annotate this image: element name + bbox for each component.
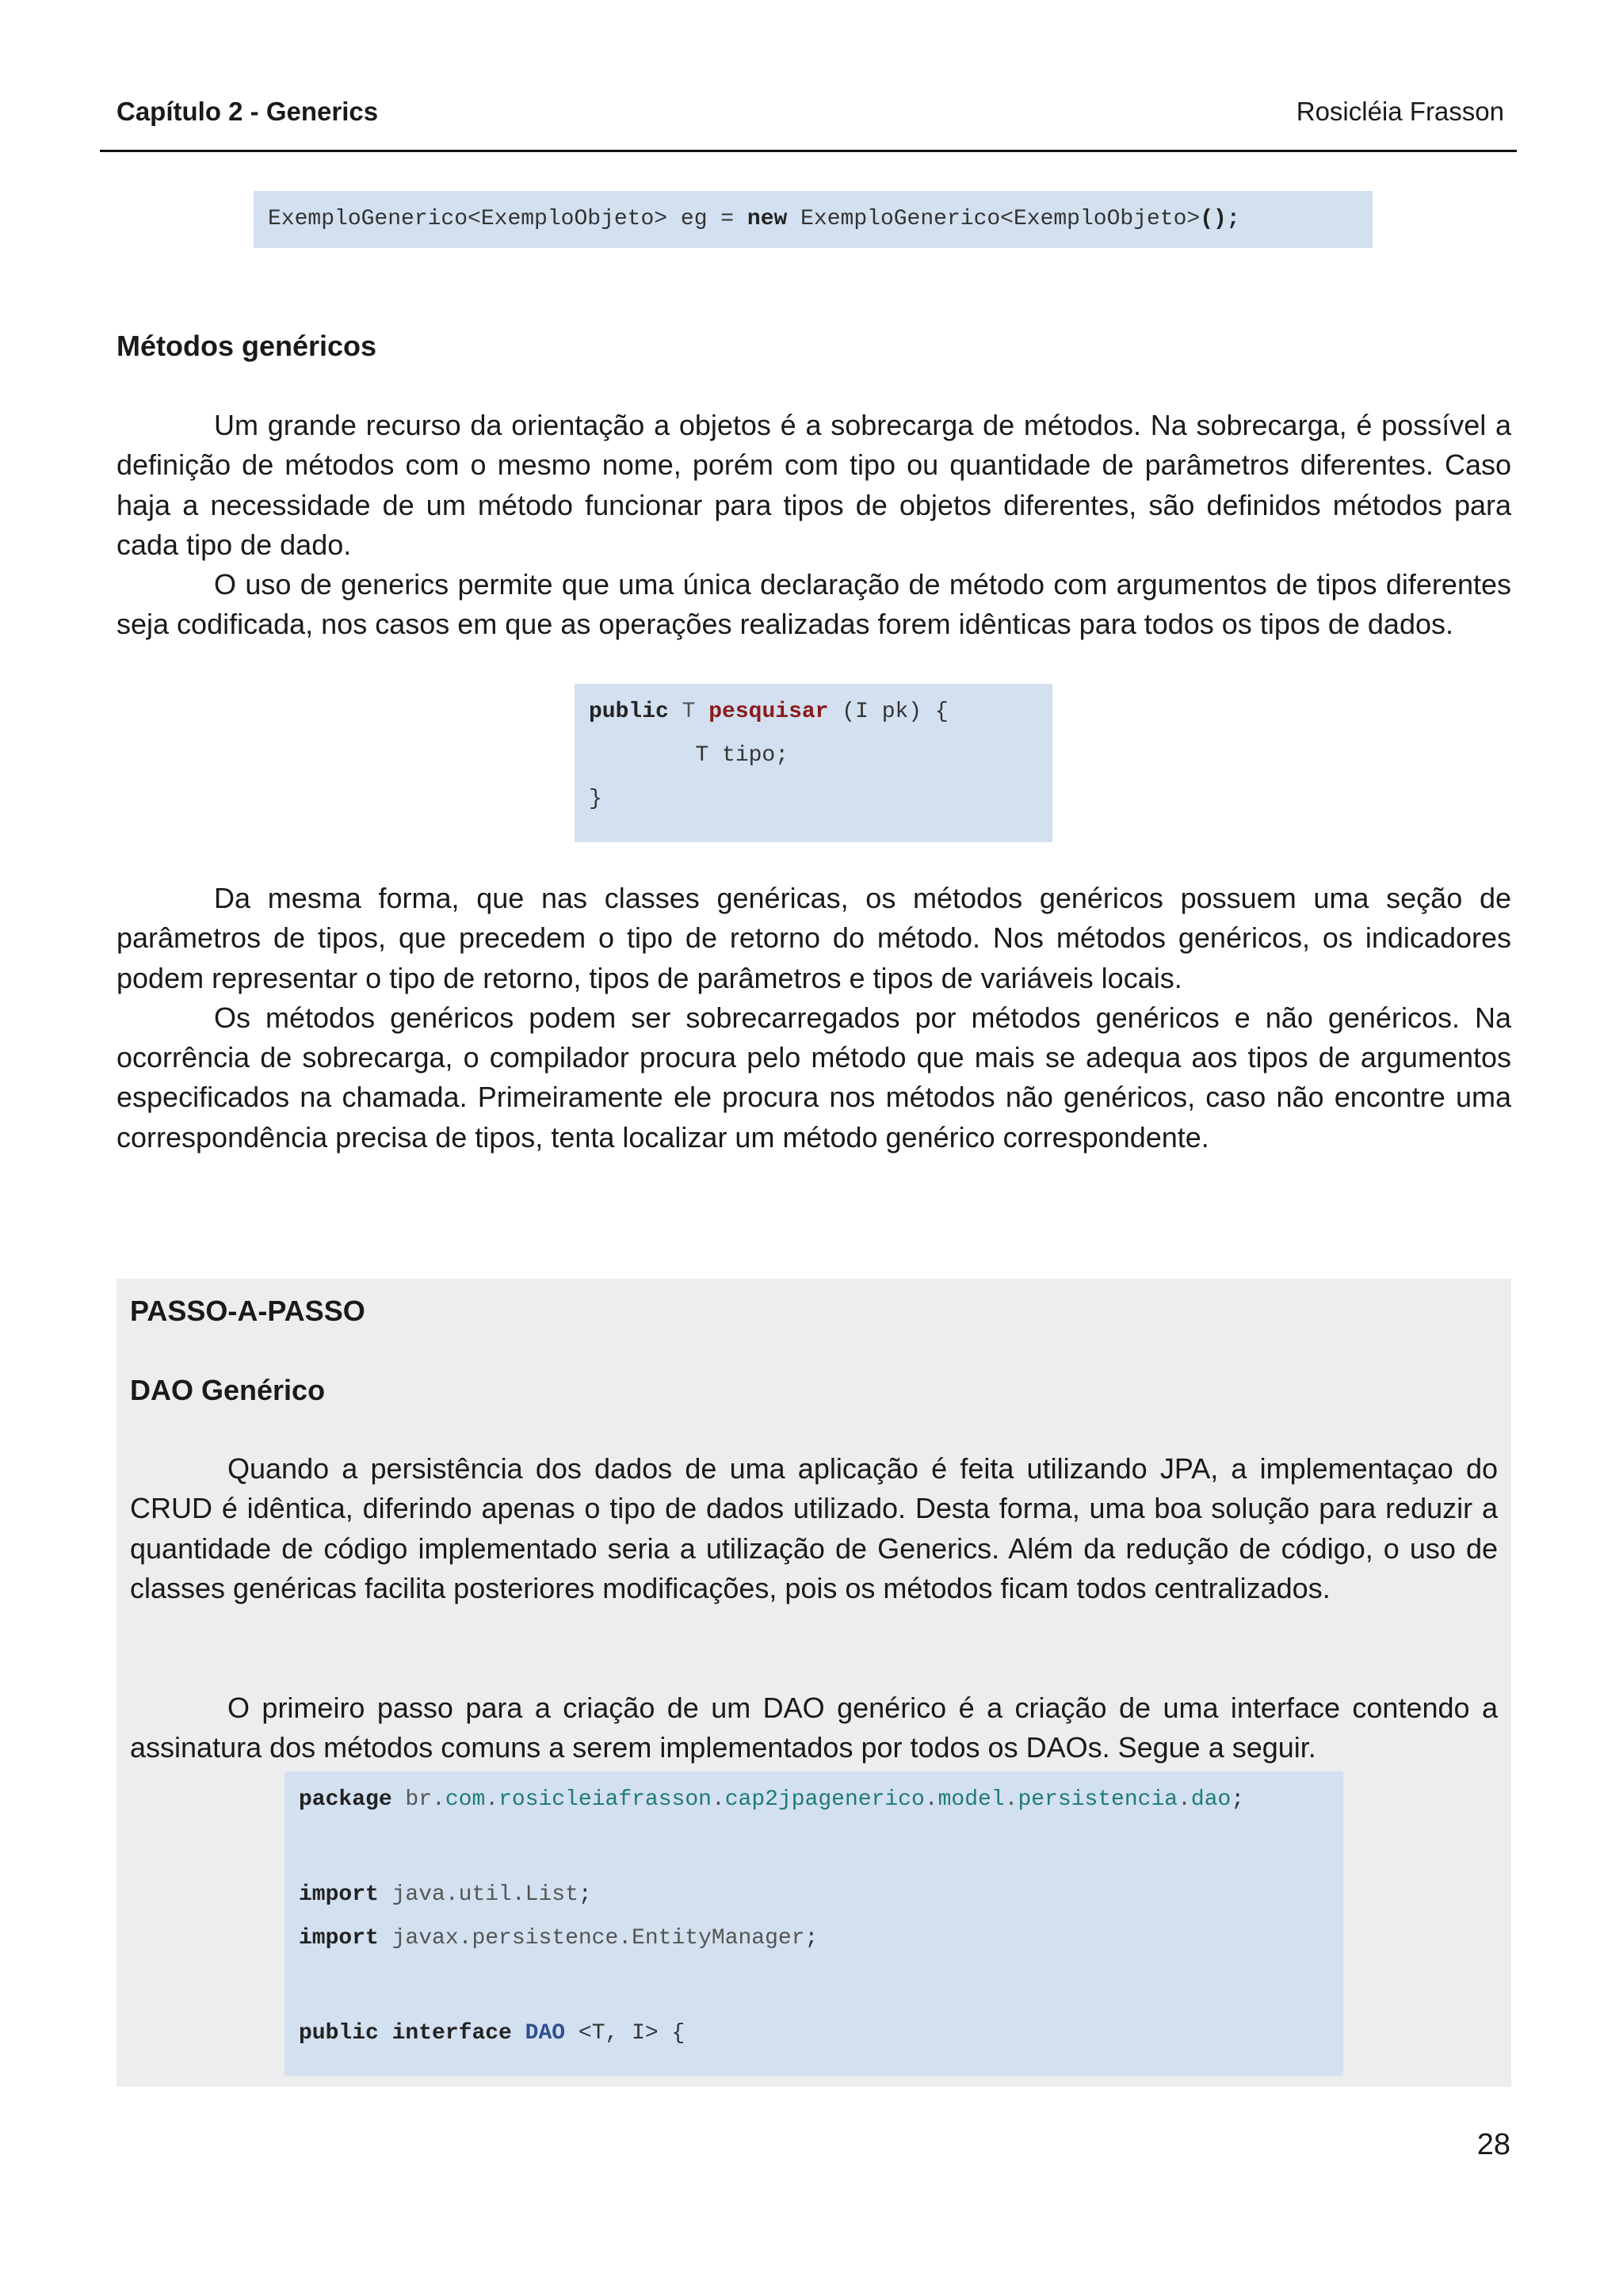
code-package-part: dao	[1190, 1787, 1232, 1812]
code-text: java.util.List	[378, 1882, 579, 1907]
code-line-package	[299, 1786, 1343, 1829]
code-text: .	[1178, 1787, 1191, 1812]
code-type-name: DAO	[525, 2021, 566, 2046]
code-block-generic-method	[575, 684, 1052, 842]
code-text: .	[485, 1787, 499, 1812]
code-package-part: rosicleiafrasson	[498, 1787, 712, 1812]
paragraph-group-2	[116, 879, 1511, 1158]
code-text: ;	[804, 1926, 819, 1951]
code-text: .	[924, 1787, 938, 1812]
paragraph-text: Um grande recurso da orientação a objetos é a sobrecarga de métodos. Na sobrecarga, é possível a definição de métodos com o mesmo nome, porém com tipo ou quantidade de parâmetros diferentes. Caso haja a necessidade de um método funcionar para tipos de objetos diferentes, são definidos métodos para cada tipo de dado.	[116, 409, 1511, 561]
code-text: .	[1004, 1787, 1018, 1812]
code-package-part: persistencia	[1018, 1787, 1178, 1812]
code-keyword-import: import	[299, 1882, 379, 1907]
code-text: ;	[578, 1882, 592, 1907]
code-block-instantiation	[254, 191, 1373, 248]
code-package-part: com	[445, 1787, 486, 1812]
code-package-part: cap2jpagenerico	[724, 1787, 925, 1812]
paragraph	[116, 998, 1511, 1158]
code-keyword-interface: interface	[378, 2021, 525, 2046]
code-method-name: pesquisar	[708, 700, 829, 724]
code-text: (I pk) {	[828, 700, 949, 724]
code-block-dao-interface	[285, 1772, 1343, 2076]
author-header: Rosicléia Frasson	[1296, 97, 1504, 126]
code-line: }	[589, 787, 602, 811]
code-text: ExemploGenerico<ExemploObjeto>	[787, 207, 1201, 231]
paragraph-group-1	[116, 406, 1511, 645]
code-text: <T, I> {	[565, 2021, 685, 2046]
section-heading: Métodos genéricos	[116, 330, 377, 362]
code-keyword-new: new	[747, 207, 788, 231]
page-number: 28	[1476, 2128, 1510, 2161]
code-keyword-import: import	[299, 1926, 379, 1951]
paragraph	[116, 565, 1511, 645]
code-line	[589, 698, 1052, 742]
code-keyword-public: public	[589, 700, 669, 724]
header-divider	[100, 150, 1517, 152]
step-by-step-box	[116, 1279, 1511, 2087]
code-text: ();	[1200, 207, 1240, 231]
code-keyword-public: public	[299, 2021, 379, 2046]
paragraph-text: O primeiro passo para a criação de um DAO genérico é a criação de uma interface contendo a assinatura dos métodos comuns a serem implementados por todos os DAOs. Segue a seguir.	[130, 1691, 1498, 1764]
paragraph	[116, 406, 1511, 565]
code-text: ExemploGenerico<ExemploObjeto> eg =	[268, 207, 747, 231]
code-line: T tipo;	[589, 743, 789, 768]
code-text: .	[711, 1787, 725, 1812]
code-package-part: model	[938, 1787, 1005, 1812]
paragraph-text: Os métodos genéricos podem ser sobrecarregados por métodos genéricos e não genéricos. Na ocorrência de sobrecarga, o compilador procura pelo método que mais se adequa aos tipos de argumentos especificados na chamada. Primeiramente ele procura nos métodos não genéricos, caso não encontre uma correspondência precisa de tipos, tenta localizar um método genérico correspondente.	[116, 1001, 1511, 1154]
code-text: br	[391, 1787, 433, 1812]
paragraph-text: Quando a persistência dos dados de uma aplicação é feita utilizando JPA, a implementaçao do CRUD é idêntica, diferindo apenas o tipo de dados utilizado. Desta forma, uma boa solução para reduzir a quantidade de código implementado seria a utilização de Generics. Além da redução de código, o uso de classes genéricas facilita posteriores modificações, pois os métodos ficam todos centralizados.	[130, 1452, 1498, 1604]
box-subtitle: DAO Genérico	[130, 1374, 326, 1406]
paragraph-text: Da mesma forma, que nas classes genéricas, os métodos genéricos possuem uma seção de parâmetros de tipos, que precedem o tipo de retorno do método. Nos métodos genéricos, os indicadores podem representar o tipo de retorno, tipos de parâmetros e tipos de variáveis locais.	[116, 882, 1511, 994]
box-title: PASSO-A-PASSO	[130, 1295, 365, 1327]
code-line-interface	[299, 2019, 1343, 2063]
code-line-import	[299, 1924, 1343, 1968]
code-text: T	[668, 700, 709, 724]
box-paragraph	[130, 1449, 1498, 1608]
code-text: javax.persistence.EntityManager	[378, 1926, 805, 1951]
code-line-import	[299, 1881, 1343, 1924]
code-text: ;	[1231, 1787, 1245, 1812]
paragraph	[116, 879, 1511, 998]
code-text: .	[432, 1787, 445, 1812]
code-keyword-package: package	[299, 1787, 392, 1812]
box-paragraph	[130, 1688, 1498, 1768]
chapter-header: Capítulo 2 - Generics	[116, 97, 379, 126]
paragraph-text: O uso de generics permite que uma única declaração de método com argumentos de tipos diferentes seja codificada, nos casos em que as operações realizadas forem idênticas para todos os tipos de dados.	[116, 568, 1511, 641]
